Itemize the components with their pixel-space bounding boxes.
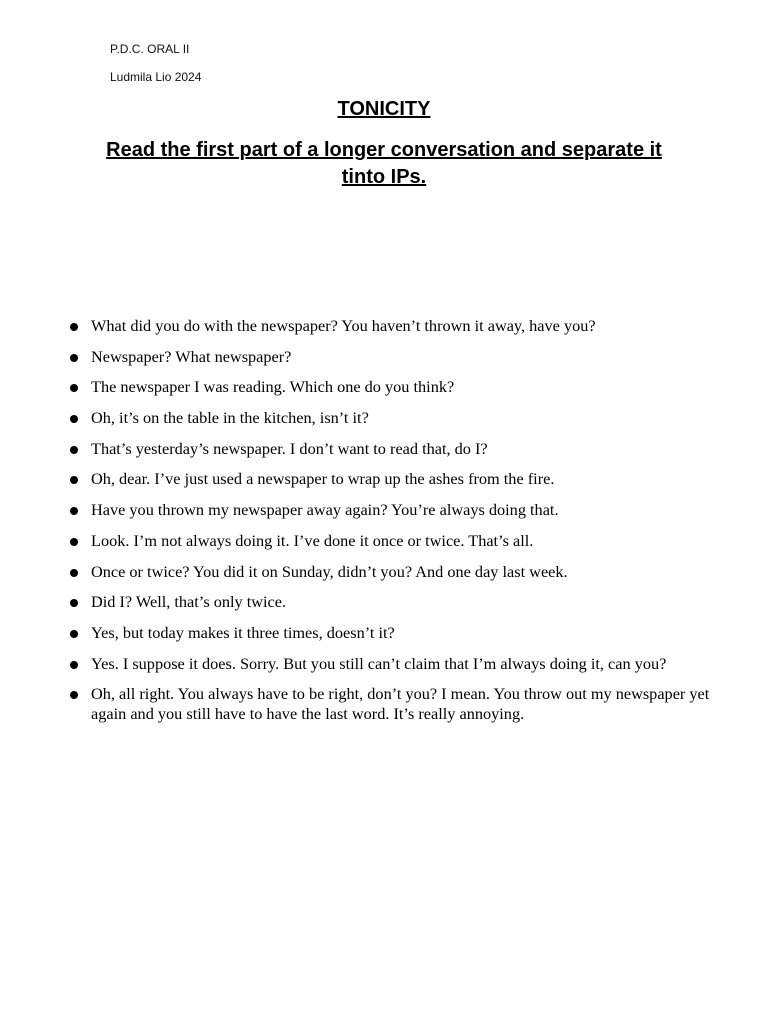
conversation-line [68, 623, 728, 643]
course-label: P.D.C. ORAL II [110, 42, 190, 56]
conversation-line-text: Oh, it’s on the table in the kitchen, isn’t it? [91, 408, 369, 428]
conversation-line-text: Newspaper? What newspaper? [91, 346, 292, 366]
bullet-icon [70, 323, 78, 331]
conversation-line [68, 439, 728, 459]
bullet-icon [70, 599, 78, 607]
conversation-line-text: That’s yesterday’s newspaper. I don’t want to read that, do I? [91, 438, 488, 458]
bullet-icon [70, 691, 78, 699]
author-year-label: Ludmila Lio 2024 [110, 70, 202, 84]
conversation-line [68, 377, 728, 397]
conversation-line [68, 562, 728, 582]
page-title: TONICITY [337, 98, 431, 120]
conversation-line-text: Oh, all right. You always have to be right, don’t you? I mean. You throw out my newspaper yet again and you still have to have the last word. It’s really annoying. [91, 684, 710, 724]
conversation-list [68, 316, 728, 724]
conversation-line-text: Yes, but today makes it three times, doesn’t it? [91, 622, 395, 642]
bullet-icon [70, 507, 78, 515]
bullet-icon [70, 630, 78, 638]
conversation-line-text: Did I? Well, that’s only twice. [91, 592, 287, 612]
conversation-line-text: What did you do with the newspaper? You haven’t thrown it away, have you? [91, 316, 596, 335]
instruction-heading: Read the first part of a longer conversation and separate it tinto IPs. [106, 139, 662, 188]
bullet-icon [70, 446, 78, 454]
conversation-line-text: Oh, dear. I’ve just used a newspaper to wrap up the ashes from the fire. [91, 469, 555, 489]
conversation-line [68, 347, 728, 367]
conversation-line [68, 316, 728, 336]
conversation-line-text: Once or twice? You did it on Sunday, didn’t you? And one day last week. [91, 561, 568, 581]
bullet-icon [70, 354, 78, 362]
conversation-line [68, 654, 728, 674]
bullet-icon [70, 538, 78, 546]
conversation-line-text: Look. I’m not always doing it. I’ve done it once or twice. That’s all. [91, 530, 534, 550]
conversation-line-text: Have you thrown my newspaper away again? You’re always doing that. [91, 500, 559, 520]
bullet-icon [70, 476, 78, 484]
bullet-icon [70, 569, 78, 577]
conversation-line [68, 531, 728, 551]
conversation-line [68, 469, 728, 489]
bullet-icon [70, 415, 78, 423]
conversation-line-text: Yes. I suppose it does. Sorry. But you still can’t claim that I’m always doing it, can you? [91, 653, 667, 673]
conversation-line [68, 684, 728, 724]
conversation-line [68, 500, 728, 520]
bullet-icon [70, 661, 78, 669]
bullet-icon [70, 384, 78, 392]
conversation-line-text: The newspaper I was reading. Which one do you think? [91, 377, 455, 397]
conversation-line [68, 408, 728, 428]
conversation-line [68, 592, 728, 612]
